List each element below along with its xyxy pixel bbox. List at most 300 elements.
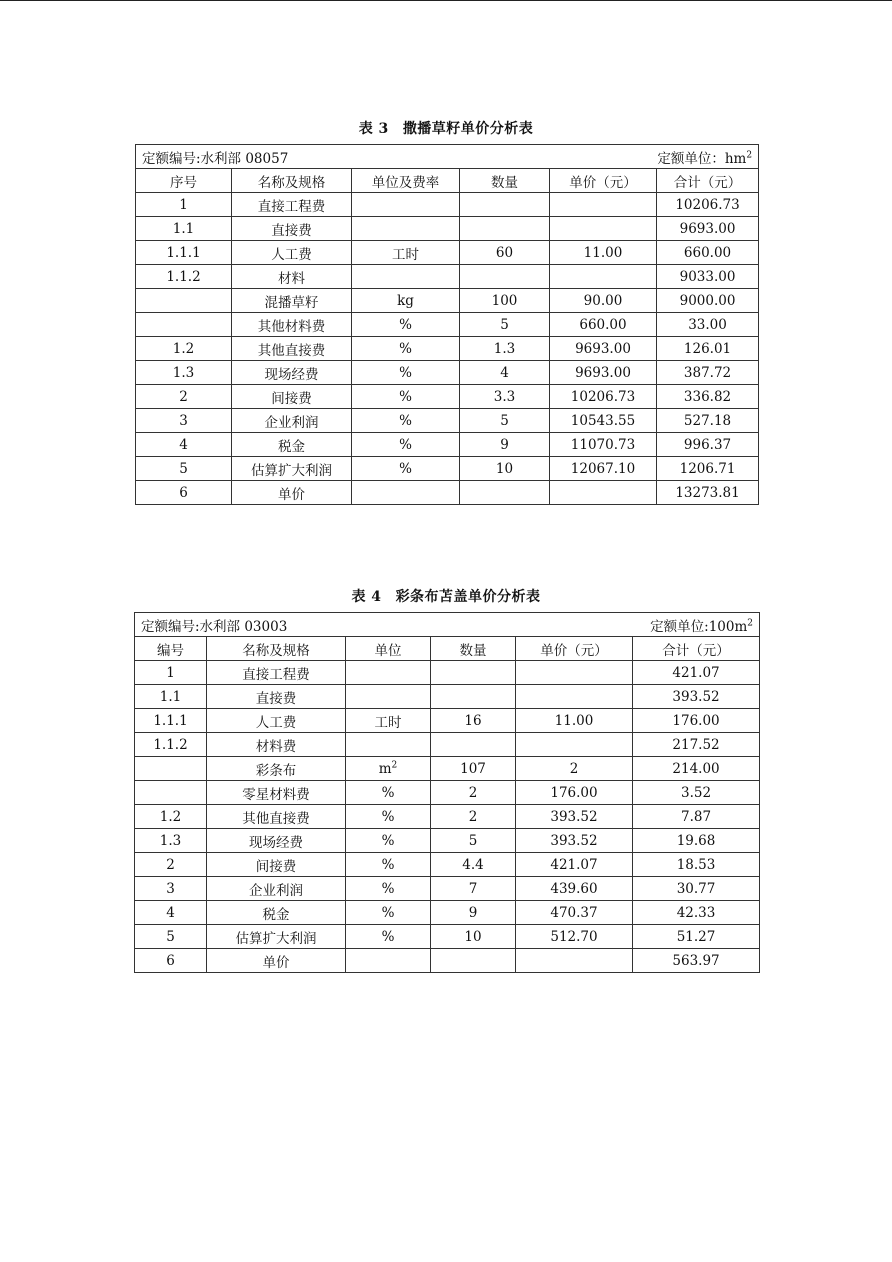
quota-info xyxy=(141,615,753,635)
table-row xyxy=(135,853,760,877)
cell-value: % xyxy=(399,412,412,429)
cell-value: 1.2 xyxy=(172,340,195,357)
table-cell xyxy=(346,853,431,877)
quota-info-row xyxy=(135,613,760,637)
cell-value: 彩条布 xyxy=(255,762,297,779)
cell-value: 直接工程费 xyxy=(257,198,326,215)
table-cell xyxy=(657,409,759,433)
cell-value: 直接费 xyxy=(271,222,312,239)
cell-value: 零星材料费 xyxy=(242,786,310,803)
cell-value: % xyxy=(381,904,395,921)
table-cell xyxy=(460,313,550,337)
table-cell xyxy=(550,313,657,337)
cell-value: % xyxy=(381,808,395,825)
cell-value: 563.97 xyxy=(672,952,720,969)
table-row xyxy=(136,217,759,241)
cell-value: 1.2 xyxy=(159,808,182,825)
cell-value: 4 xyxy=(179,436,188,453)
column-header: 单价（元） xyxy=(516,637,633,661)
table-cell xyxy=(657,361,759,385)
column-header: 序号 xyxy=(136,169,232,193)
table-cell xyxy=(207,709,346,733)
cell-value: 4 xyxy=(166,904,175,921)
cell-value: 9 xyxy=(468,904,478,921)
table-cell xyxy=(232,265,352,289)
cell-value: 9693.00 xyxy=(575,340,631,357)
table-row xyxy=(136,457,759,481)
table-cell xyxy=(516,805,633,829)
cell-value: 126.01 xyxy=(683,340,732,357)
table-cell xyxy=(232,361,352,385)
cell-value: 税金 xyxy=(262,906,290,923)
table-cell xyxy=(232,457,352,481)
table-cell xyxy=(431,709,516,733)
column-header: 单价（元） xyxy=(550,169,657,193)
quota-number: 定额编号:水利部 08057 xyxy=(142,150,289,167)
cell-value: 估算扩大利润 xyxy=(251,462,332,479)
table-cell xyxy=(633,925,760,949)
cell-value: 1.3 xyxy=(159,832,182,849)
quota-number: 定额编号:水利部 03003 xyxy=(141,618,288,635)
table-cell xyxy=(352,385,460,409)
table-cell xyxy=(135,781,207,805)
table-row xyxy=(135,901,760,925)
table-cell xyxy=(232,193,352,217)
table-row xyxy=(135,661,760,685)
table-cell xyxy=(633,901,760,925)
cell-value: 9033.00 xyxy=(679,268,736,285)
table-cell xyxy=(657,241,759,265)
cell-value: 人工费 xyxy=(271,246,312,263)
cell-value: 企业利润 xyxy=(264,414,319,431)
table-row xyxy=(135,949,760,973)
quota-info-cell xyxy=(136,145,759,169)
table-cell xyxy=(135,949,207,973)
table-cell xyxy=(516,661,633,685)
table-cell xyxy=(346,757,431,781)
table-cell xyxy=(516,949,633,973)
cell-value: 2 xyxy=(569,760,579,777)
table-cell xyxy=(550,481,657,505)
table-cell xyxy=(460,265,550,289)
cell-value: 1.1.1 xyxy=(166,244,201,261)
table-cell xyxy=(431,949,516,973)
table-row xyxy=(136,409,759,433)
table-cell xyxy=(136,385,232,409)
cell-value: 1.3 xyxy=(172,364,195,381)
table-cell xyxy=(516,853,633,877)
table-cell xyxy=(657,265,759,289)
table-cell xyxy=(346,733,431,757)
cell-value: 材料费 xyxy=(255,738,297,755)
cell-value: 5 xyxy=(500,412,509,429)
cell-value: 10206.73 xyxy=(570,388,636,405)
cell-value: 10 xyxy=(464,928,482,945)
table-cell xyxy=(633,853,760,877)
cell-value: 1.1.2 xyxy=(153,736,188,753)
table-cell xyxy=(633,949,760,973)
table-cell xyxy=(633,781,760,805)
table-cell xyxy=(516,685,633,709)
table-cell xyxy=(431,757,516,781)
column-header: 名称及规格 xyxy=(207,637,346,661)
table-cell xyxy=(352,481,460,505)
cell-value: 5 xyxy=(468,832,478,849)
column-header: 数量 xyxy=(460,169,550,193)
table-cell xyxy=(460,361,550,385)
cell-value: 214.00 xyxy=(672,760,720,777)
cell-value: 393.52 xyxy=(672,688,720,705)
cell-value: 1206.71 xyxy=(679,460,736,477)
table-cell xyxy=(516,733,633,757)
cell-value: 估算扩大利润 xyxy=(235,930,317,947)
column-header: 单位 xyxy=(346,637,431,661)
table-cell xyxy=(136,313,232,337)
cell-value: 18.53 xyxy=(676,856,716,873)
cell-value: 217.52 xyxy=(672,736,720,753)
cell-value: 3 xyxy=(179,412,188,429)
table-cell xyxy=(346,805,431,829)
table-cell xyxy=(136,457,232,481)
cell-value: % xyxy=(399,340,412,357)
cell-value: 直接费 xyxy=(255,690,297,707)
table-cell xyxy=(346,685,431,709)
table3-title xyxy=(0,118,892,138)
cell-value: 7.87 xyxy=(680,808,712,825)
table-cell xyxy=(346,925,431,949)
cell-value: 其他直接费 xyxy=(242,810,310,827)
table-cell xyxy=(135,757,207,781)
table3-unit-price-analysis xyxy=(135,144,759,505)
column-header: 编号 xyxy=(135,637,207,661)
table-row xyxy=(136,313,759,337)
table-cell xyxy=(516,757,633,781)
table-cell xyxy=(346,781,431,805)
cell-value: % xyxy=(381,832,395,849)
table-cell xyxy=(352,409,460,433)
table-cell xyxy=(136,409,232,433)
column-header: 合计（元） xyxy=(657,169,759,193)
cell-value: 421.07 xyxy=(550,856,598,873)
table-cell xyxy=(135,829,207,853)
table-cell xyxy=(633,661,760,685)
table-cell xyxy=(207,949,346,973)
table-cell xyxy=(207,901,346,925)
table-cell xyxy=(516,877,633,901)
quota-unit-superscript: 2 xyxy=(746,150,753,160)
cell-value: 470.37 xyxy=(550,904,598,921)
table-cell xyxy=(136,217,232,241)
table-cell xyxy=(550,265,657,289)
cell-value: 33.00 xyxy=(688,316,727,333)
cell-value: 2 xyxy=(468,808,478,825)
table-row xyxy=(135,829,760,853)
cell-value: 16 xyxy=(464,712,482,729)
table-cell xyxy=(550,241,657,265)
cell-value: 3.3 xyxy=(493,388,516,405)
cell-value: 3 xyxy=(166,880,175,897)
cell-value: 336.82 xyxy=(683,388,732,405)
cell-value: 51.27 xyxy=(676,928,716,945)
cell-value: 11070.73 xyxy=(570,436,636,453)
table-cell xyxy=(346,877,431,901)
cell-value: 单价 xyxy=(262,954,290,971)
table-cell xyxy=(633,757,760,781)
cell-value: 2 xyxy=(179,388,188,405)
table-cell xyxy=(136,481,232,505)
cell-value: 9693.00 xyxy=(575,364,631,381)
table-cell xyxy=(431,901,516,925)
cell-value: 间接费 xyxy=(271,390,312,407)
table-cell xyxy=(135,733,207,757)
table-row xyxy=(136,337,759,361)
cell-value: 421.07 xyxy=(672,664,720,681)
table-row xyxy=(136,289,759,313)
table-cell xyxy=(207,757,346,781)
table-cell xyxy=(460,457,550,481)
cell-value: 5 xyxy=(500,316,509,333)
cell-value: 387.72 xyxy=(683,364,732,381)
table-cell xyxy=(550,457,657,481)
table-cell xyxy=(207,685,346,709)
table-cell xyxy=(460,409,550,433)
table4-number: 表 4 xyxy=(351,589,382,605)
table-cell xyxy=(232,433,352,457)
cell-value: 5 xyxy=(166,928,175,945)
cell-value: 19.68 xyxy=(676,832,716,849)
cell-value: 1.1 xyxy=(159,688,182,705)
column-header: 名称及规格 xyxy=(232,169,352,193)
table-cell xyxy=(346,661,431,685)
cell-value: 2 xyxy=(468,784,478,801)
table-row xyxy=(135,685,760,709)
table-cell xyxy=(460,433,550,457)
table-cell xyxy=(550,385,657,409)
cell-value: 996.37 xyxy=(683,436,732,453)
cell-value: 人工费 xyxy=(255,714,297,731)
table-cell xyxy=(352,433,460,457)
quota-info-row xyxy=(136,145,759,169)
cell-value: 其他材料费 xyxy=(257,318,326,335)
cell-value: 100 xyxy=(491,292,518,309)
table-row xyxy=(135,877,760,901)
table-cell xyxy=(516,829,633,853)
table-cell xyxy=(657,337,759,361)
cell-value: 176.00 xyxy=(672,712,720,729)
table-cell xyxy=(136,361,232,385)
table-cell xyxy=(232,337,352,361)
cell-value: 11.00 xyxy=(583,244,623,261)
table-cell xyxy=(207,661,346,685)
table-cell xyxy=(207,781,346,805)
table-cell xyxy=(346,709,431,733)
table-cell xyxy=(135,709,207,733)
table-cell xyxy=(346,949,431,973)
cell-value: % xyxy=(399,388,412,405)
table-cell xyxy=(352,337,460,361)
table-cell xyxy=(550,409,657,433)
table-cell xyxy=(550,289,657,313)
table-cell xyxy=(135,925,207,949)
cell-value: 3.52 xyxy=(680,784,712,801)
quota-unit-text: 定额单位:100m xyxy=(650,618,748,635)
cell-value: 512.70 xyxy=(550,928,598,945)
table-cell xyxy=(550,217,657,241)
table-cell xyxy=(135,853,207,877)
table-row xyxy=(135,805,760,829)
cell-value: 1 xyxy=(166,664,175,681)
table-cell xyxy=(460,289,550,313)
table-row xyxy=(135,781,760,805)
cell-value: 1 xyxy=(179,196,188,213)
cell-value: 其他直接费 xyxy=(257,342,326,359)
table-row xyxy=(135,925,760,949)
cell-value: % xyxy=(399,460,412,477)
cell-value: 材料 xyxy=(278,270,305,287)
cell-value: 439.60 xyxy=(550,880,598,897)
table-cell xyxy=(207,829,346,853)
cell-value: 工时 xyxy=(392,246,419,263)
cell-value: 13273.81 xyxy=(675,484,740,501)
cell-value: 10 xyxy=(495,460,514,477)
table-row xyxy=(136,385,759,409)
table-row xyxy=(135,757,760,781)
table-cell xyxy=(136,241,232,265)
cell-value: kg xyxy=(397,292,414,309)
cell-value: 工时 xyxy=(374,714,402,731)
table-cell xyxy=(550,337,657,361)
table-cell xyxy=(431,805,516,829)
cell-value: 4.4 xyxy=(462,856,484,873)
table-cell xyxy=(232,481,352,505)
cell-value: 6 xyxy=(179,484,188,501)
table-cell xyxy=(633,877,760,901)
table-cell xyxy=(460,385,550,409)
cell-value: 660.00 xyxy=(579,316,627,333)
cell-value: % xyxy=(399,316,412,333)
table-row xyxy=(135,709,760,733)
cell-value: 60 xyxy=(495,244,514,261)
table-cell xyxy=(460,337,550,361)
table-cell xyxy=(232,385,352,409)
cell-value: 4 xyxy=(500,364,509,381)
table-cell xyxy=(135,901,207,925)
table-row xyxy=(136,361,759,385)
table-cell xyxy=(346,829,431,853)
table-cell xyxy=(232,289,352,313)
cell-value: % xyxy=(399,436,412,453)
table-cell xyxy=(207,877,346,901)
table-cell xyxy=(550,433,657,457)
quota-unit-text: 定额单位：hm xyxy=(657,150,747,167)
table-cell xyxy=(516,709,633,733)
quota-unit xyxy=(657,147,752,167)
cell-value: 660.00 xyxy=(683,244,732,261)
cell-value: 107 xyxy=(460,760,486,777)
table-cell xyxy=(352,457,460,481)
table-cell xyxy=(431,853,516,877)
quota-unit-superscript: 2 xyxy=(747,618,754,628)
table-cell xyxy=(136,337,232,361)
cell-value: 单价 xyxy=(278,486,305,503)
table-cell xyxy=(657,289,759,313)
table-cell xyxy=(431,661,516,685)
table-cell xyxy=(657,385,759,409)
cell-value: 10206.73 xyxy=(675,196,740,213)
cell-value: 1.1 xyxy=(172,220,195,237)
cell-value: % xyxy=(381,880,395,897)
table-cell xyxy=(346,901,431,925)
table-cell xyxy=(232,241,352,265)
table-cell xyxy=(232,313,352,337)
table-cell xyxy=(135,685,207,709)
cell-value: 7 xyxy=(468,880,478,897)
table-cell xyxy=(657,217,759,241)
cell-value: 企业利润 xyxy=(249,882,303,899)
table-cell xyxy=(135,877,207,901)
cell-value: 527.18 xyxy=(683,412,732,429)
cell-value: 393.52 xyxy=(550,832,598,849)
table-cell xyxy=(207,925,346,949)
quota-info xyxy=(142,147,752,167)
table-cell xyxy=(232,217,352,241)
cell-value: 2 xyxy=(166,856,175,873)
table-cell xyxy=(431,829,516,853)
table-cell xyxy=(657,457,759,481)
quota-unit xyxy=(650,615,753,635)
table3-title-text: 撒播草籽单价分析表 xyxy=(402,121,534,137)
cell-value: 直接工程费 xyxy=(242,666,310,683)
table-cell xyxy=(657,433,759,457)
table-cell xyxy=(431,925,516,949)
table-cell xyxy=(352,289,460,313)
cell-value: 5 xyxy=(179,460,188,477)
table-cell xyxy=(136,433,232,457)
cell-value: 176.00 xyxy=(550,784,598,801)
table4-title xyxy=(0,586,892,606)
cell-value: 393.52 xyxy=(550,808,598,825)
cell-value: 30.77 xyxy=(676,880,716,897)
cell-value: 11.00 xyxy=(554,712,594,729)
table-row xyxy=(136,481,759,505)
table-cell xyxy=(135,661,207,685)
table-cell xyxy=(657,481,759,505)
cell-value: 42.33 xyxy=(676,904,716,921)
table4-unit-price-analysis xyxy=(134,612,760,973)
header-row xyxy=(135,637,760,661)
table-row xyxy=(136,193,759,217)
table-cell xyxy=(352,265,460,289)
cell-value: 12067.10 xyxy=(570,460,636,477)
table-cell xyxy=(633,709,760,733)
table-cell xyxy=(207,733,346,757)
quota-info-cell xyxy=(135,613,760,637)
table-cell xyxy=(431,685,516,709)
table-cell xyxy=(460,481,550,505)
table-cell xyxy=(460,193,550,217)
table-cell xyxy=(633,805,760,829)
unit-superscript: 2 xyxy=(391,760,398,770)
table-cell xyxy=(550,361,657,385)
table-cell xyxy=(207,805,346,829)
table-cell xyxy=(633,733,760,757)
cell-value: 1.1.1 xyxy=(153,712,188,729)
cell-value: 1.1.2 xyxy=(166,268,201,285)
table-row xyxy=(136,433,759,457)
cell-value: 现场经费 xyxy=(264,366,319,383)
table-cell xyxy=(352,217,460,241)
table-cell xyxy=(550,193,657,217)
